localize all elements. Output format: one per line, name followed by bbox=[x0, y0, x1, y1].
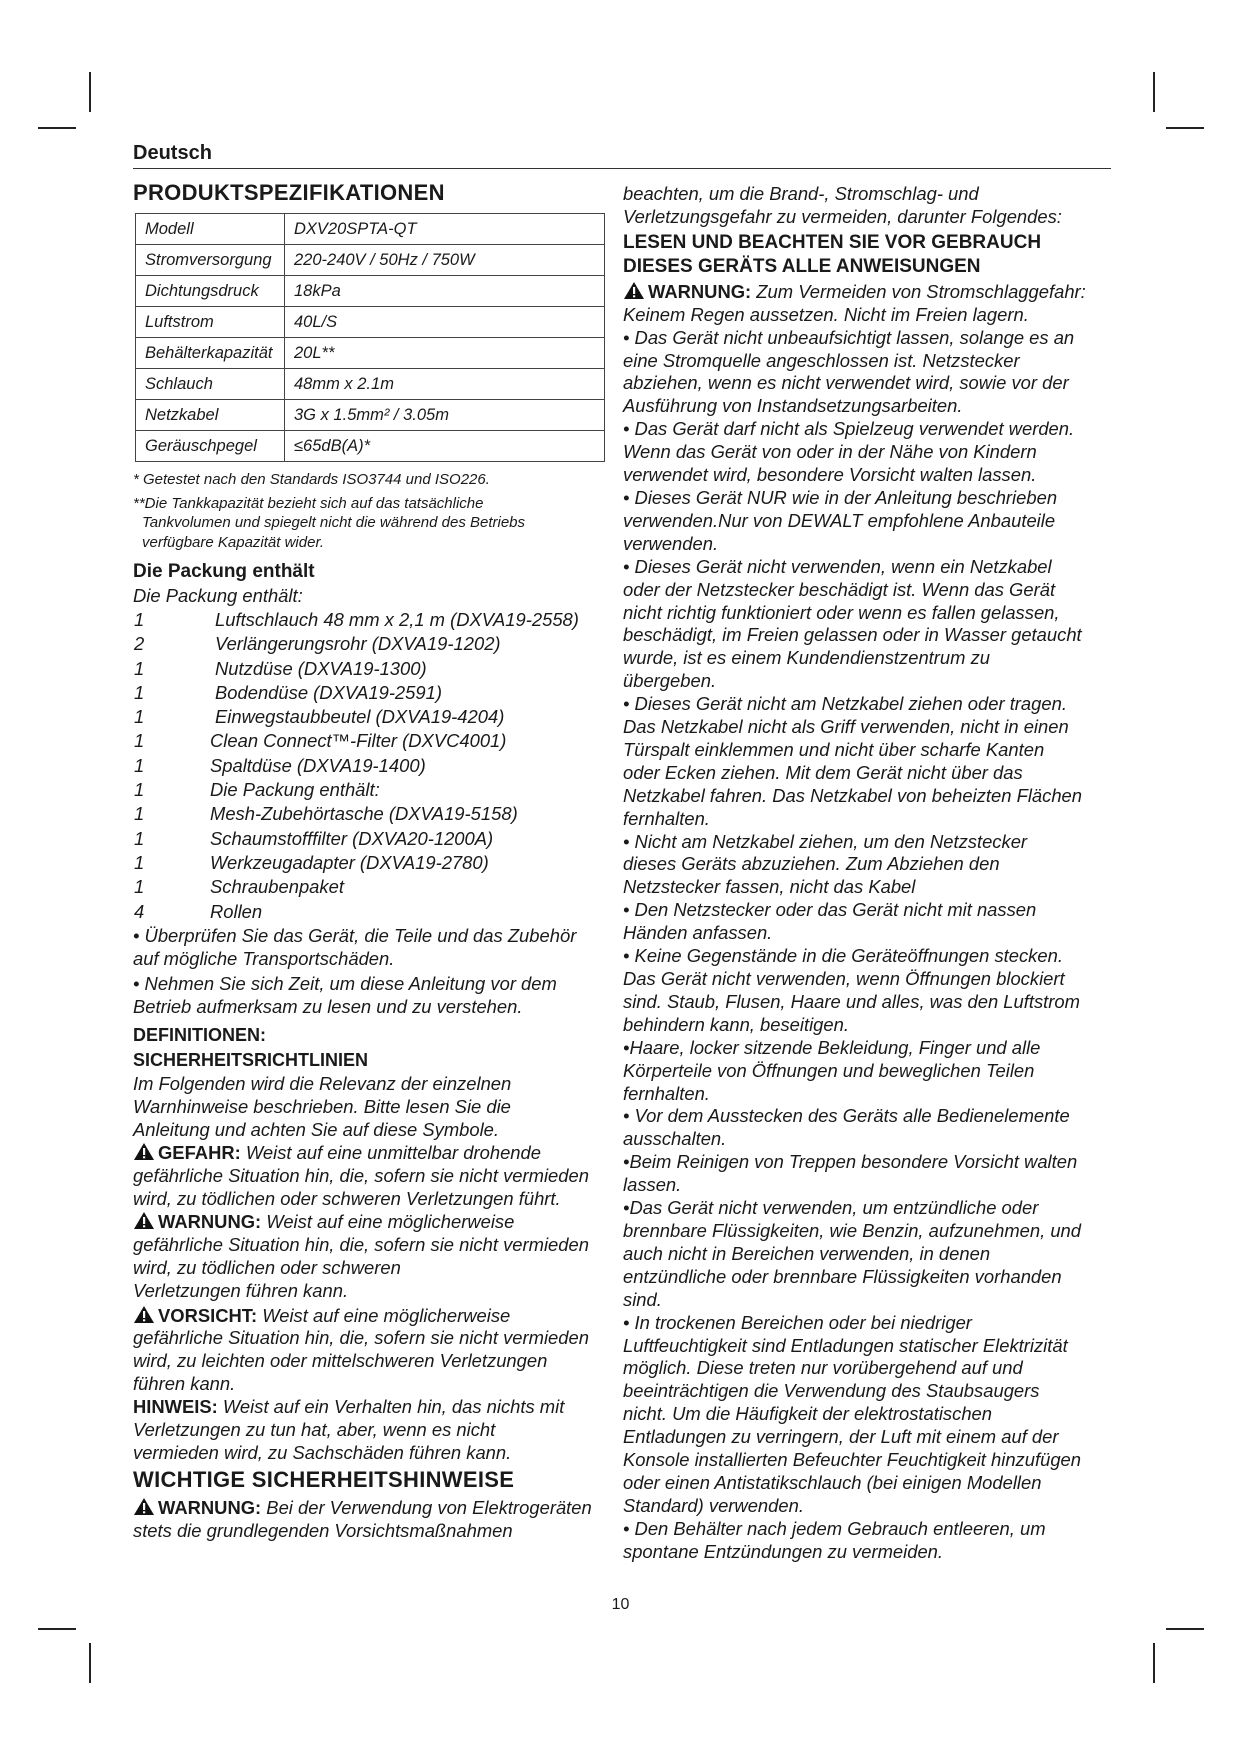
text-line: Händen anfassen. bbox=[623, 922, 773, 944]
definitions-intro: Warnhinweise beschrieben. Bitte lesen Sie die bbox=[133, 1096, 511, 1118]
check-note: • Überprüfen Sie das Gerät, die Teile und das Zubehör bbox=[133, 924, 577, 946]
spec-label: Geräuschpegel bbox=[136, 431, 285, 462]
right-column bbox=[623, 183, 1123, 1564]
text-line: Verletzungsgefahr zu vermeiden, darunter Folgendes: bbox=[623, 205, 1062, 227]
item-name: Einwegstaubbeutel (DXVA19-4204) bbox=[215, 706, 505, 728]
text-line: oder Ecken ziehen. Mit dem Gerät nicht über das bbox=[623, 761, 1023, 783]
text-line: beschädigt, im Freien gelassen oder in Wasser getaucht bbox=[623, 624, 1082, 646]
danger-definition: gefährliche Situation hin, die, sofern sie nicht vermieden bbox=[133, 1165, 589, 1187]
spec-table bbox=[135, 213, 605, 462]
rain-warning bbox=[623, 281, 1123, 304]
spec-value: ≤65dB(A)* bbox=[285, 431, 605, 462]
item-name: Verlängerungsrohr (DXVA19-1202) bbox=[215, 633, 501, 655]
caution-definition bbox=[133, 1305, 623, 1328]
crop-mark bbox=[1153, 72, 1155, 112]
text-line: nicht richtig funktioniert oder wenn es fallen gelassen, bbox=[623, 601, 1060, 623]
spec-label: Modell bbox=[136, 214, 285, 245]
crop-mark bbox=[89, 72, 91, 112]
item-name: Werkzeugadapter (DXVA19-2780) bbox=[210, 851, 489, 873]
table-row bbox=[136, 307, 605, 338]
crop-mark bbox=[38, 127, 76, 129]
list-item bbox=[133, 681, 623, 705]
text-line: Keinem Regen aussetzen. Nicht im Freien lagern. bbox=[623, 303, 1029, 325]
definitions-intro: Anleitung und achten Sie auf diese Symbole. bbox=[133, 1119, 500, 1141]
item-qty: 4 bbox=[134, 900, 145, 922]
list-item bbox=[133, 802, 623, 826]
item-qty: 1 bbox=[134, 730, 145, 752]
important-warning bbox=[133, 1497, 623, 1520]
text-line: verwenden.Nur von DEWALT empfohlene Anbauteile bbox=[623, 509, 1056, 531]
text-line: nicht. Um die Häufigkeit der elektrostatischen bbox=[623, 1403, 993, 1425]
warning-label: WARNUNG: bbox=[158, 1210, 262, 1232]
text-line: •Beim Reinigen von Treppen besondere Vorsicht walten bbox=[623, 1151, 1078, 1173]
text-line: • Das Gerät nicht unbeaufsichtigt lassen, solange es an bbox=[623, 326, 1075, 348]
caution-definition: wird, zu leichten oder mittelschweren Verletzungen bbox=[133, 1350, 548, 1372]
page-number: 10 bbox=[611, 1596, 630, 1613]
text-line: lassen. bbox=[623, 1174, 682, 1196]
text-line: • Den Behälter nach jedem Gebrauch entleeren, um bbox=[623, 1517, 1046, 1539]
language-label: Deutsch bbox=[133, 142, 212, 164]
text-line: Das Gerät nicht verwenden, wenn Öffnungen blockiert bbox=[623, 968, 1065, 989]
warning-definition: gefährliche Situation hin, die, sofern sie nicht vermieden bbox=[133, 1233, 589, 1255]
notice-label: HINWEIS: bbox=[133, 1396, 218, 1418]
definitions-heading: DEFINITIONEN: bbox=[133, 1025, 266, 1046]
spec-value: 20L** bbox=[285, 338, 605, 369]
item-name: Nutzdüse (DXVA19-1300) bbox=[215, 657, 427, 679]
spec-value: 3G x 1.5mm² / 3.05m bbox=[285, 400, 605, 431]
text-line: Entladungen zu verringern, der Luft mit einem auf der bbox=[623, 1426, 1059, 1448]
item-qty: 1 bbox=[134, 657, 145, 679]
text-line: Luftfeuchtigkeit sind Entladungen statischer Elektrizität bbox=[623, 1334, 1068, 1356]
spec-label: Dichtungsdruck bbox=[136, 276, 285, 307]
item-qty: 1 bbox=[134, 779, 145, 801]
caution-label: VORSICHT: bbox=[158, 1304, 258, 1326]
text-line: • Keine Gegenstände in die Geräteöffnungen stecken. bbox=[623, 945, 1063, 967]
text-line: abziehen, wenn es nicht verwendet wird, sowie vor der bbox=[623, 372, 1069, 394]
spec-label: Luftstrom bbox=[136, 307, 285, 338]
notice-definition: vermieden wird, zu Sachschäden führen kann. bbox=[133, 1441, 512, 1463]
item-name: Spaltdüse (DXVA19-1400) bbox=[210, 754, 426, 776]
warning-label: WARNUNG: bbox=[158, 1496, 262, 1518]
text-line: ausschalten. bbox=[623, 1128, 727, 1150]
table-row bbox=[136, 214, 605, 245]
item-name: Rollen bbox=[210, 900, 263, 922]
spec-label: Schlauch bbox=[136, 369, 285, 400]
crop-mark bbox=[1166, 127, 1204, 129]
list-item bbox=[133, 657, 623, 681]
rain-warning-text: Zum Vermeiden von Stromschlaggefahr: bbox=[751, 280, 1086, 302]
definitions-heading: SICHERHEITSRICHTLINIEN bbox=[133, 1050, 369, 1071]
text-line: Konsole installierten Befeuchter Feuchtigkeit hinzufügen bbox=[623, 1449, 1082, 1471]
text-line: übergeben. bbox=[623, 670, 717, 692]
spec-footnote-2: **Die Tankkapazität bezieht sich auf das tatsächliche bbox=[133, 494, 484, 512]
item-qty: 1 bbox=[134, 827, 145, 849]
text-line: • Nicht am Netzkabel ziehen, um den Netzstecker bbox=[623, 830, 1028, 852]
caution-definition: gefährliche Situation hin, die, sofern sie nicht vermieden bbox=[133, 1327, 589, 1349]
package-list bbox=[133, 608, 623, 924]
list-item bbox=[133, 851, 623, 875]
item-qty: 1 bbox=[134, 706, 145, 728]
text-line: sind. bbox=[623, 1288, 662, 1310]
list-item bbox=[133, 754, 623, 778]
list-item bbox=[133, 778, 623, 802]
read-heading: DIESES GERÄTS ALLE ANWEISUNGEN bbox=[623, 255, 981, 277]
list-item bbox=[133, 632, 623, 656]
warning-definition: wird, zu tödlichen oder schweren bbox=[133, 1256, 401, 1278]
text-line: sind. Staub, Flusen, Haare und alles, was den Luftstrom bbox=[623, 990, 1080, 1012]
list-item bbox=[133, 875, 623, 899]
spec-value: 220-240V / 50Hz / 750W bbox=[285, 245, 605, 276]
notice-text: Weist auf ein Verhalten hin, das nichts mit bbox=[217, 1396, 565, 1418]
item-name: Mesh-Zubehörtasche (DXVA19-5158) bbox=[210, 803, 518, 825]
warning-triangle-icon bbox=[133, 1497, 155, 1516]
list-item bbox=[133, 900, 623, 924]
item-qty: 1 bbox=[134, 609, 145, 630]
important-text: Bei der Verwendung von Elektrogeräten bbox=[261, 1496, 592, 1518]
text-line: möglich. Diese treten nur vorübergehend auf und bbox=[623, 1357, 1023, 1379]
item-name: Die Packung enthält: bbox=[210, 779, 380, 801]
spec-footnote-2: Tankvolumen und spiegelt nicht die während des Betriebs bbox=[142, 514, 526, 531]
important-warning: stets die grundlegenden Vorsichtsmaßnahmen bbox=[133, 1519, 513, 1541]
text-line: • Vor dem Ausstecken des Geräts alle Bedienelemente bbox=[623, 1105, 1070, 1127]
text-line: fernhalten. bbox=[623, 807, 710, 829]
crop-mark bbox=[1166, 1628, 1204, 1630]
spec-label: Stromversorgung bbox=[136, 245, 285, 276]
item-qty: 1 bbox=[134, 754, 145, 776]
text-line: Körperteile von Öffnungen und beweglichen Teilen bbox=[623, 1059, 1035, 1081]
table-row bbox=[136, 276, 605, 307]
item-name: Clean Connect™-Filter (DXVC4001) bbox=[210, 730, 507, 752]
spec-heading: PRODUKTSPEZIFIKATIONEN bbox=[133, 180, 445, 205]
warning-text: Weist auf eine möglicherweise bbox=[261, 1210, 515, 1232]
text-line: brennbare Flüssigkeiten, wie Benzin, aufzunehmen, und bbox=[623, 1219, 1082, 1241]
item-qty: 2 bbox=[134, 633, 145, 655]
table-row bbox=[136, 338, 605, 369]
caution-definition: führen kann. bbox=[133, 1373, 236, 1395]
read-note: • Nehmen Sie sich Zeit, um diese Anleitung vor dem bbox=[133, 972, 557, 994]
text-line: wurde, ist es einem Kundendienstzentrum zu bbox=[623, 647, 990, 669]
text-line: beeinträchtigen die Verwendung des Staubsaugers bbox=[623, 1380, 1040, 1402]
read-note: Betrieb aufmerksam zu lesen und zu verstehen. bbox=[133, 995, 523, 1017]
spec-value: DXV20SPTA-QT bbox=[285, 214, 605, 245]
text-line: oder einen Antistatikschlauch (bei einigen Modellen bbox=[623, 1471, 1042, 1493]
danger-definition bbox=[133, 1142, 623, 1165]
list-item bbox=[133, 729, 623, 753]
text-line: • In trockenen Bereichen oder bei niedriger bbox=[623, 1311, 972, 1333]
package-intro: Die Packung enthält: bbox=[133, 585, 303, 606]
read-heading: LESEN UND BEACHTEN SIE VOR GEBRAUCH bbox=[623, 231, 1042, 253]
item-name: Bodendüse (DXVA19-2591) bbox=[215, 681, 442, 703]
text-line: • Das Gerät darf nicht als Spielzeug verwendet werden. bbox=[623, 418, 1075, 440]
table-row bbox=[136, 400, 605, 431]
item-qty: 1 bbox=[134, 876, 145, 898]
text-line: auch nicht in Bereichen verwenden, in denen bbox=[623, 1242, 991, 1264]
list-item bbox=[133, 705, 623, 729]
caution-text: Weist auf eine möglicherweise bbox=[257, 1304, 511, 1326]
table-row bbox=[136, 369, 605, 400]
table-row bbox=[136, 245, 605, 276]
warning-label: WARNUNG: bbox=[648, 280, 752, 302]
spec-value: 40L/S bbox=[285, 307, 605, 338]
spec-footnote-2: verfügbare Kapazität wider. bbox=[142, 533, 325, 551]
text-line: Ausführung von Instandsetzungsarbeiten. bbox=[623, 395, 963, 417]
text-line: Netzkabel fahren. Das Netzkabel von beheizten Flächen bbox=[623, 784, 1083, 806]
danger-label: GEFAHR: bbox=[158, 1142, 241, 1164]
item-qty: 1 bbox=[134, 681, 145, 703]
crop-mark bbox=[38, 1628, 76, 1630]
text-line: behindern kann, beseitigen. bbox=[623, 1013, 849, 1035]
spec-footnote-1: * Getestet nach den Standards ISO3744 und ISO226. bbox=[133, 471, 490, 488]
left-column bbox=[133, 176, 623, 1543]
definitions-intro: Im Folgenden wird die Relevanz der einzelnen bbox=[133, 1073, 512, 1095]
crop-mark bbox=[1153, 1643, 1155, 1683]
warning-triangle-icon bbox=[623, 281, 645, 300]
text-line: •Das Gerät nicht verwenden, um entzündliche oder bbox=[623, 1197, 1039, 1219]
table-row bbox=[136, 431, 605, 462]
notice-definition: Verletzungen zu tun hat, aber, wenn es nicht bbox=[133, 1419, 496, 1441]
safety-instructions bbox=[623, 304, 1123, 1564]
text-line: beachten, um die Brand-, Stromschlag- und bbox=[623, 183, 979, 204]
crop-mark bbox=[89, 1643, 91, 1683]
item-name: Schaumstofffilter (DXVA20-1200A) bbox=[210, 827, 494, 849]
spec-label: Behälterkapazität bbox=[136, 338, 285, 369]
text-line: spontane Entzündungen zu vermeiden. bbox=[623, 1540, 944, 1562]
warning-definition bbox=[133, 1211, 623, 1234]
important-heading: WICHTIGE SICHERHEITSHINWEISE bbox=[133, 1466, 515, 1492]
check-note: auf mögliche Transportschäden. bbox=[133, 947, 395, 969]
item-name: Schraubenpaket bbox=[210, 876, 344, 898]
spec-value: 48mm x 2.1m bbox=[285, 369, 605, 400]
text-line: verwenden. bbox=[623, 532, 719, 554]
warning-triangle-icon bbox=[133, 1211, 155, 1230]
text-line: dieses Geräts abzuziehen. Zum Abziehen den bbox=[623, 853, 1000, 875]
text-line: Netzstecker fassen, nicht das Kabel bbox=[623, 876, 916, 898]
text-line: oder der Netzstecker beschädigt ist. Wenn das Gerät bbox=[623, 578, 1056, 600]
text-line: • Dieses Gerät NUR wie in der Anleitung beschrieben bbox=[623, 486, 1058, 508]
text-line: eine Stromquelle angeschlossen ist. Netzstecker bbox=[623, 349, 1020, 371]
text-line: Türspalt einklemmen und nicht über scharfe Kanten bbox=[623, 738, 1045, 760]
text-line: • Den Netzstecker oder das Gerät nicht mit nassen bbox=[623, 899, 1037, 921]
item-name: Luftschlauch 48 mm x 2,1 m (DXVA19-2558) bbox=[215, 609, 579, 630]
warning-triangle-icon bbox=[133, 1305, 155, 1324]
package-heading: Die Packung enthält bbox=[133, 561, 315, 582]
warning-definition: Verletzungen führen kann. bbox=[133, 1279, 349, 1301]
text-line: fernhalten. bbox=[623, 1082, 710, 1104]
text-line: • Dieses Gerät nicht am Netzkabel ziehen oder tragen. bbox=[623, 693, 1067, 715]
danger-definition: wird, zu tödlichen oder schweren Verletzungen führt. bbox=[133, 1188, 561, 1210]
text-line: • Dieses Gerät nicht verwenden, wenn ein Netzkabel bbox=[623, 555, 1052, 577]
list-item bbox=[133, 827, 623, 851]
list-item bbox=[133, 608, 623, 632]
spec-label: Netzkabel bbox=[136, 400, 285, 431]
text-line: verwendet wird, besondere Vorsicht walten lassen. bbox=[623, 464, 1037, 486]
header-rule bbox=[133, 168, 1111, 169]
text-line: entzündliche oder brennbare Flüssigkeiten vorhanden bbox=[623, 1265, 1062, 1287]
item-qty: 1 bbox=[134, 851, 145, 873]
notice-definition bbox=[133, 1396, 623, 1419]
warning-triangle-icon bbox=[133, 1142, 155, 1161]
spec-value: 18kPa bbox=[285, 276, 605, 307]
danger-text: Weist auf eine unmittelbar drohende bbox=[240, 1142, 541, 1164]
text-line: Das Netzkabel nicht als Griff verwenden, nicht in einen bbox=[623, 716, 1069, 738]
text-line: •Haare, locker sitzende Bekleidung, Finger und alle bbox=[623, 1036, 1041, 1058]
text-line: Standard) verwenden. bbox=[623, 1494, 804, 1516]
item-qty: 1 bbox=[134, 803, 145, 825]
text-line: Wenn das Gerät von oder in der Nähe von Kindern bbox=[623, 441, 1037, 463]
